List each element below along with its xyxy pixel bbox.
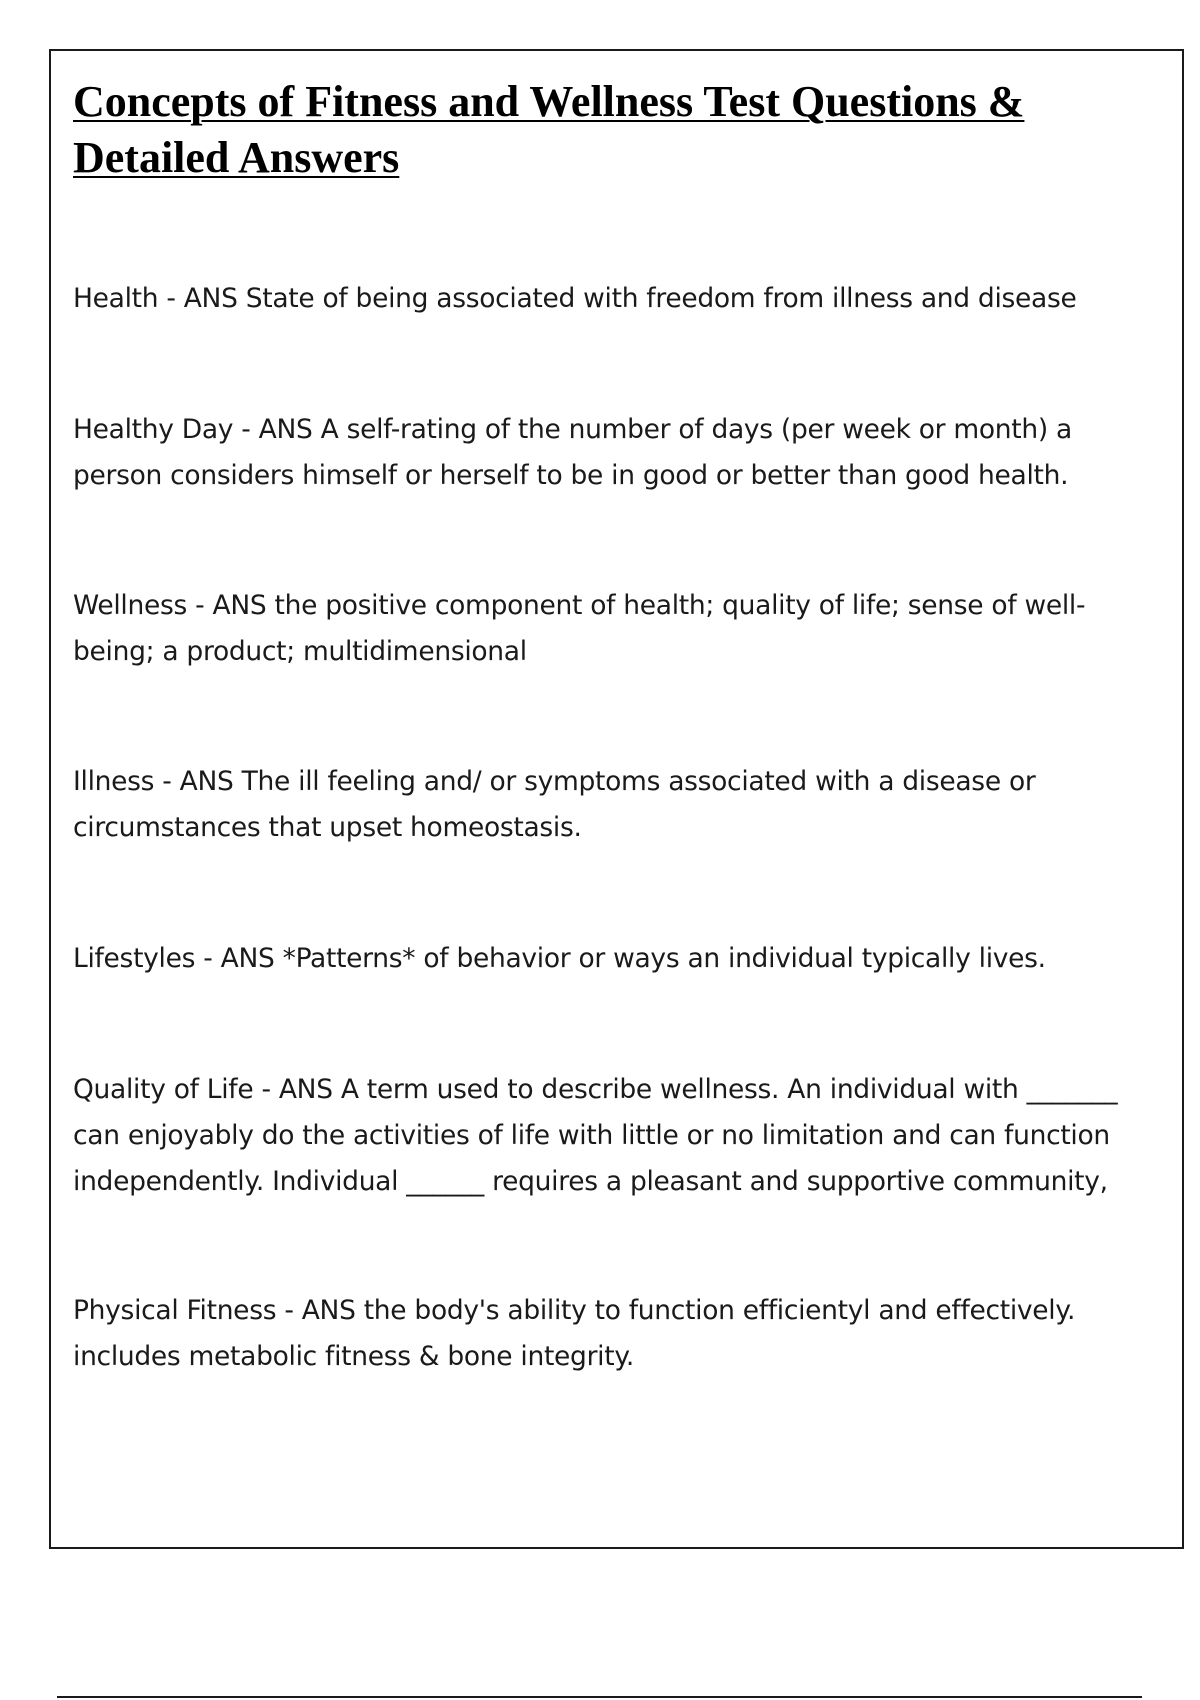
entry-physical-fitness: Physical Fitness - ANS the body's ability to function efficientyl and effectively. includes metabolic fitness & bone integrity. xyxy=(73,1295,1076,1372)
entry-health: Health - ANS State of being associated with freedom from illness and disease xyxy=(73,283,1077,314)
entry-wellness: Wellness - ANS the positive component of health; quality of life; sense of well-being; a product; multidimensional xyxy=(73,590,1086,667)
entry-healthy-day: Healthy Day - ANS A self-rating of the number of days (per week or month) a person considers himself or herself to be in good or better than good health. xyxy=(73,414,1072,491)
entry-quality-of-life: Quality of Life - ANS A term used to describe wellness. An individual with _______ can enjoyably do the activities of life with little or no limitation and can function independently. Individual ______ requires a pleasant and supportive community, xyxy=(73,1074,1118,1197)
document-title: Concepts of Fitness and Wellness Test Questions & Detailed Answers xyxy=(73,77,1025,182)
entry-lifestyles: Lifestyles - ANS *Patterns* of behavior or ways an individual typically lives. xyxy=(73,943,1046,974)
entry-illness: Illness - ANS The ill feeling and/ or symptoms associated with a disease or circumstances that upset homeostasis. xyxy=(73,766,1036,843)
footer-divider xyxy=(57,1696,1142,1698)
